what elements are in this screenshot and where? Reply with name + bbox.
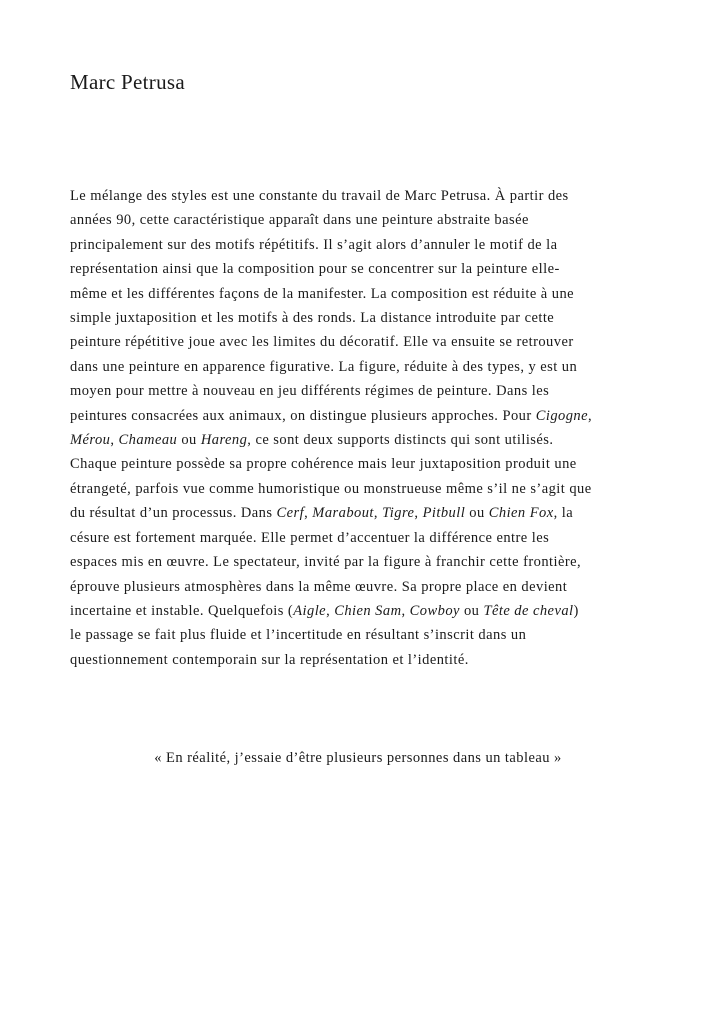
artwork-title: Aigle bbox=[293, 602, 327, 619]
paragraph-line bbox=[70, 233, 660, 257]
paragraph-line bbox=[70, 306, 660, 330]
text-run: le passage se fait plus fluide et l’incertitude en résultant s’inscrit dans un bbox=[70, 627, 527, 644]
text-run: , bbox=[110, 432, 119, 449]
paragraph-line bbox=[70, 428, 660, 452]
text-run: , la bbox=[553, 505, 574, 522]
text-run: , ce sont deux supports distincts qui sont utilisés. bbox=[247, 432, 554, 449]
paragraph-line bbox=[70, 208, 660, 232]
paragraph-line bbox=[70, 550, 660, 574]
artwork-title: Cigogne bbox=[535, 407, 589, 424]
paragraph-line bbox=[70, 526, 660, 550]
artwork-title: Marabout bbox=[312, 505, 374, 522]
artwork-title: Chameau bbox=[118, 432, 178, 449]
paragraph-line bbox=[70, 355, 660, 379]
text-run: Le mélange des styles est une constante du travail de Marc Petrusa. À partir des bbox=[70, 188, 569, 204]
paragraph-line bbox=[70, 599, 660, 623]
artwork-title: Cerf bbox=[276, 505, 305, 522]
text-run: espaces mis en œuvre. Le spectateur, invité par la figure à franchir cette frontière, bbox=[70, 554, 582, 571]
text-run: , bbox=[401, 602, 410, 619]
text-run: ) bbox=[573, 602, 579, 619]
text-run: du résultat d’un processus. Dans bbox=[70, 505, 277, 522]
text-run: césure est fortement marquée. Elle permet d’accentuer la différence entre les bbox=[70, 529, 550, 546]
text-run: principalement sur des motifs répétitifs. Il s’agit alors d’annuler le motif de la bbox=[70, 236, 558, 253]
paragraph-line bbox=[70, 257, 660, 281]
artwork-title: Hareng bbox=[200, 432, 248, 449]
artwork-title: Chien Fox bbox=[488, 505, 554, 522]
artwork-title: Mérou bbox=[70, 432, 111, 449]
text-run: , bbox=[373, 505, 383, 522]
paragraph-line bbox=[70, 648, 660, 672]
text-run: incertaine et instable. Quelquefois ( bbox=[70, 602, 294, 619]
page-title: Marc Petrusa bbox=[70, 70, 185, 94]
text-run: , bbox=[588, 407, 593, 424]
text-run: années 90, cette caractéristique apparaît dans une peinture abstraite basée bbox=[70, 212, 529, 229]
text-run: moyen pour mettre à nouveau en jeu différents régimes de peinture. Dans les bbox=[70, 383, 550, 400]
text-run: dans une peinture en apparence figurative. La figure, réduite à des types, y est un bbox=[70, 358, 578, 375]
paragraph-line bbox=[70, 379, 660, 403]
text-run: étrangeté, parfois vue comme humoristique ou monstrueuse même s’il ne s’agit que bbox=[70, 480, 592, 497]
paragraph-line bbox=[70, 282, 660, 306]
artwork-title: Cowboy bbox=[409, 602, 460, 619]
paragraph-line bbox=[70, 184, 660, 208]
body-paragraph bbox=[70, 184, 660, 672]
text-run: , bbox=[304, 505, 313, 522]
text-run: Chaque peinture possède sa propre cohérence mais leur juxtaposition produit une bbox=[70, 456, 577, 473]
quote bbox=[0, 750, 724, 767]
text-run: , bbox=[326, 602, 335, 619]
text-run: simple juxtaposition et les motifs à des ronds. La distance introduite par cette bbox=[70, 310, 555, 327]
text-run: ou bbox=[465, 505, 489, 522]
text-run: peintures consacrées aux animaux, on distingue plusieurs approches. Pour bbox=[70, 407, 536, 424]
text-run: éprouve plusieurs atmosphères dans la même œuvre. Sa propre place en devient bbox=[70, 578, 568, 595]
text-run: peinture répétitive joue avec les limites du décoratif. Elle va ensuite se retrouver bbox=[70, 334, 574, 351]
text-run: , bbox=[414, 505, 423, 522]
text-run: représentation ainsi que la composition pour se concentrer sur la peinture elle- bbox=[70, 261, 560, 278]
text-run: ou bbox=[459, 602, 484, 619]
paragraph-line bbox=[70, 330, 660, 354]
artwork-title: Tigre bbox=[382, 505, 415, 522]
paragraph-line bbox=[70, 404, 660, 428]
text-run: même et les différentes façons de la manifester. La composition est réduite à une bbox=[70, 285, 575, 302]
quote-text: « En réalité, j’essaie d’être plusieurs personnes dans un tableau » bbox=[154, 750, 562, 766]
artwork-title: Chien Sam bbox=[334, 602, 402, 619]
text-run: questionnement contemporain sur la représentation et l’identité. bbox=[70, 651, 469, 668]
text-run: ou bbox=[177, 432, 201, 449]
paragraph-line bbox=[70, 575, 660, 599]
paragraph-line bbox=[70, 623, 660, 647]
artwork-title: Pitbull bbox=[422, 505, 466, 522]
paragraph-line bbox=[70, 452, 660, 476]
paragraph-line bbox=[70, 501, 660, 525]
artwork-title: Tête de cheval bbox=[483, 602, 574, 619]
paragraph-line bbox=[70, 477, 660, 501]
